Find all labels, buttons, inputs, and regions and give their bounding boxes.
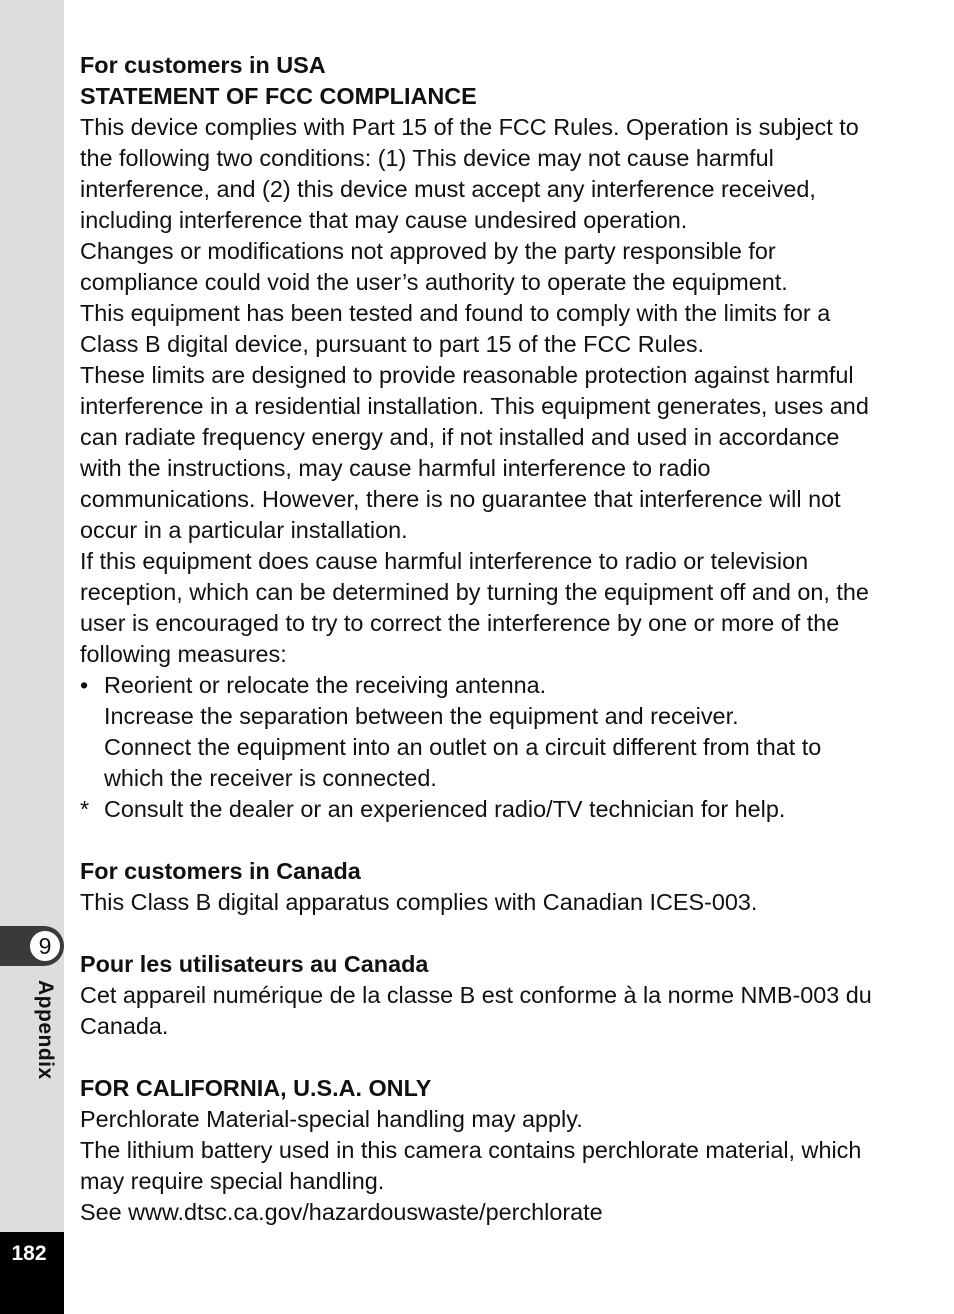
- chapter-label: Appendix: [34, 980, 57, 1080]
- fcc-paragraph: These limits are designed to provide reasonable protection against harmful interference in a residential installation. This equipment generates, uses and can radiate frequency energy and, if not installed and used in accordance with the instructions, may cause harmful interference to radio communications. However, there is no guarantee that interference will not occur in a particular installation.: [80, 362, 869, 543]
- asterisk-marker: *: [80, 796, 90, 822]
- california-line: See www.dtsc.ca.gov/hazardouswaste/perchlorate: [80, 1199, 603, 1225]
- canada-text: This Class B digital apparatus complies with Canadian ICES-003.: [80, 889, 758, 915]
- spacer: [80, 918, 880, 949]
- measure-item: [80, 794, 880, 825]
- spacer: [80, 1042, 880, 1073]
- california-line: Perchlorate Material-special handling may apply.: [80, 1106, 583, 1132]
- fcc-paragraph: This device complies with Part 15 of the FCC Rules. Operation is subject to the following two conditions: (1) This device may not cause harmful interference, and (2) this device must accept any interference received, including interference that may cause undesired operation.: [80, 114, 859, 233]
- measure-text: Consult the dealer or an experienced radio/TV technician for help.: [104, 796, 786, 822]
- measure-item: [80, 701, 880, 732]
- page-content: [80, 50, 880, 1228]
- usa-heading: For customers in USA: [80, 52, 326, 78]
- california-line: The lithium battery used in this camera contains perchlorate material, which may require special handling.: [80, 1137, 862, 1194]
- bullet-marker: [80, 701, 104, 732]
- fcc-statement-heading: STATEMENT OF FCC COMPLIANCE: [80, 83, 477, 109]
- measure-item: [80, 670, 880, 701]
- page-number: 182: [11, 1242, 47, 1265]
- california-heading: FOR CALIFORNIA, U.S.A. ONLY: [80, 1075, 432, 1101]
- canada-fr-text: Cet appareil numérique de la classe B est conforme à la norme NMB-003 du Canada.: [80, 982, 872, 1039]
- bullet-marker: •: [80, 672, 89, 698]
- fcc-paragraph: If this equipment does cause harmful interference to radio or television reception, which can be determined by turning the equipment off and on, the user is encouraged to try to correct the interference by one or more of the following measures:: [80, 548, 869, 667]
- chapter-number: 9: [28, 929, 62, 963]
- side-strip: [0, 0, 64, 1314]
- measure-text: Connect the equipment into an outlet on a circuit different from that to which the receiver is connected.: [104, 734, 822, 791]
- fcc-paragraph: This equipment has been tested and found to comply with the limits for a Class B digital device, pursuant to part 15 of the FCC Rules.: [80, 300, 831, 357]
- canada-heading: For customers in Canada: [80, 858, 361, 884]
- canada-fr-heading: Pour les utilisateurs au Canada: [80, 951, 429, 977]
- spacer: [80, 825, 880, 856]
- bullet-marker: [80, 732, 104, 794]
- measure-text: Increase the separation between the equipment and receiver.: [104, 703, 739, 729]
- measure-text: Reorient or relocate the receiving antenna.: [104, 672, 547, 698]
- measure-item: [80, 732, 880, 794]
- fcc-paragraph: Changes or modifications not approved by the party responsible for compliance could void the user’s authority to operate the equipment.: [80, 238, 788, 295]
